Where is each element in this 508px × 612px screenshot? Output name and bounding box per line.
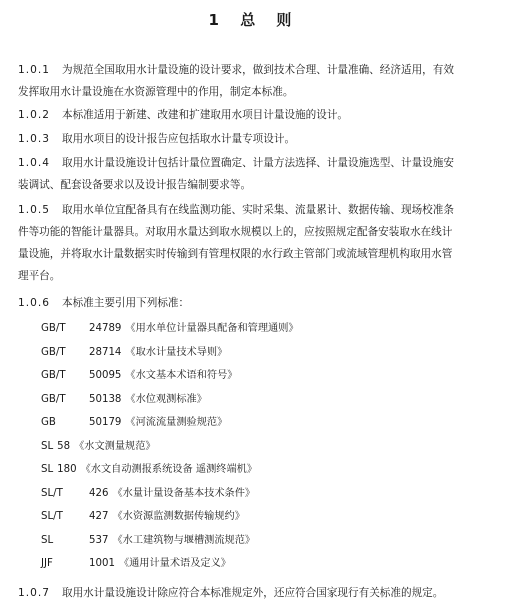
clause-number: 1.0.4 xyxy=(18,157,50,169)
standard-name: 《水文基本术语和符号》 xyxy=(125,370,238,381)
clause-1-0-3 xyxy=(18,128,462,150)
standard-code: GB xyxy=(41,417,56,428)
clause-1-0-1 xyxy=(18,59,462,103)
list-item xyxy=(41,388,461,412)
clause-text: 取用水单位宜配备具有在线监测功能、实时采集、流量累计、数据传输、现场校准条件等功能的智能计量器具。对取用水量达到取水规模以上的，应按照规定配备安装取水在线计量设施，并将取水计量数据实时传输到有管理权限的水行政主管部门或流域管理机构取用水管理平台。 xyxy=(18,204,454,282)
list-item xyxy=(41,364,461,388)
list-item xyxy=(41,505,461,529)
list-item xyxy=(41,482,461,506)
standard-name: 《河流流量测验规范》 xyxy=(125,417,228,428)
clause-text: 取用水计量设施设计除应符合本标准规定外，还应符合国家现行有关标准的规定。 xyxy=(62,587,444,599)
standard-number: 50095 xyxy=(89,370,122,381)
clause-text: 为规范全国取用水计量设施的设计要求，做到技术合理、计量准确、经济适用，有效发挥取用水计量设施在水资源管理中的作用，制定本标准。 xyxy=(18,64,454,98)
standard-code: SL xyxy=(41,464,54,475)
clause-1-0-6 xyxy=(18,292,462,314)
standard-name: 《通用计量术语及定义》 xyxy=(118,558,231,569)
list-item xyxy=(41,529,461,553)
standard-number: 28714 xyxy=(89,346,122,358)
standard-name: 《水位观测标准》 xyxy=(125,393,207,405)
standard-number: 1001 xyxy=(89,558,115,569)
standard-number: 50138 xyxy=(89,393,122,405)
standard-number: 426 xyxy=(89,487,109,499)
clause-1-0-4 xyxy=(18,152,462,196)
standard-name: 《用水单位计量器具配备和管理通则》 xyxy=(125,323,299,334)
clause-number: 1.0.2 xyxy=(18,109,50,121)
clause-number: 1.0.3 xyxy=(18,133,50,145)
clause-number: 1.0.6 xyxy=(18,297,50,309)
standard-code: GB/T xyxy=(41,393,66,405)
standard-code: GB/T xyxy=(41,323,66,334)
standard-name: 《水工建筑物与堰槽测流规范》 xyxy=(112,534,256,546)
standard-code: SL xyxy=(41,440,54,452)
clause-1-0-2 xyxy=(18,104,462,126)
standard-code: SL/T xyxy=(41,511,63,522)
list-item xyxy=(41,411,461,435)
standard-name: 《水文测量规范》 xyxy=(74,440,156,452)
clause-number: 1.0.7 xyxy=(18,587,50,599)
clause-number: 1.0.5 xyxy=(18,204,50,216)
standard-number: 24789 xyxy=(89,323,122,334)
standard-name: 《取水计量技术导则》 xyxy=(125,346,228,358)
standard-number: 180 xyxy=(57,464,77,475)
standard-code: GB/T xyxy=(41,370,66,381)
clause-text: 本标准主要引用下列标准： xyxy=(62,297,190,309)
list-item xyxy=(41,317,461,341)
standard-name: 《水资源监测数据传输规约》 xyxy=(112,511,245,522)
chapter-title: 1 总 则 xyxy=(208,11,300,29)
standard-number: 537 xyxy=(89,534,109,546)
list-item xyxy=(41,552,461,576)
clause-text: 取用水计量设施设计包括计量位置确定、计量方法选择、计量设施选型、计量设施安装调试、配套设备要求以及设计报告编制要求等。 xyxy=(18,157,454,191)
standard-name: 《水文自动测报系统设备 遥测终端机》 xyxy=(80,464,258,475)
clause-1-0-5 xyxy=(18,199,462,287)
standard-number: 427 xyxy=(89,511,109,522)
referenced-standards-list xyxy=(41,317,461,576)
standard-code: SL xyxy=(41,534,54,546)
list-item xyxy=(41,458,461,482)
standard-code: JJF xyxy=(41,558,53,569)
clause-text: 本标准适用于新建、改建和扩建取用水项目计量设施的设计。 xyxy=(62,109,349,121)
standard-code: GB/T xyxy=(41,346,66,358)
standard-name: 《水量计量设备基本技术条件》 xyxy=(112,487,256,499)
standard-number: 50179 xyxy=(89,417,122,428)
standard-code: SL/T xyxy=(41,487,63,499)
list-item xyxy=(41,341,461,365)
clause-text: 取用水项目的设计报告应包括取水计量专项设计。 xyxy=(62,133,296,145)
list-item xyxy=(41,435,461,459)
clause-number: 1.0.1 xyxy=(18,64,50,76)
clause-1-0-7 xyxy=(18,582,462,604)
standard-number: 58 xyxy=(57,440,71,452)
